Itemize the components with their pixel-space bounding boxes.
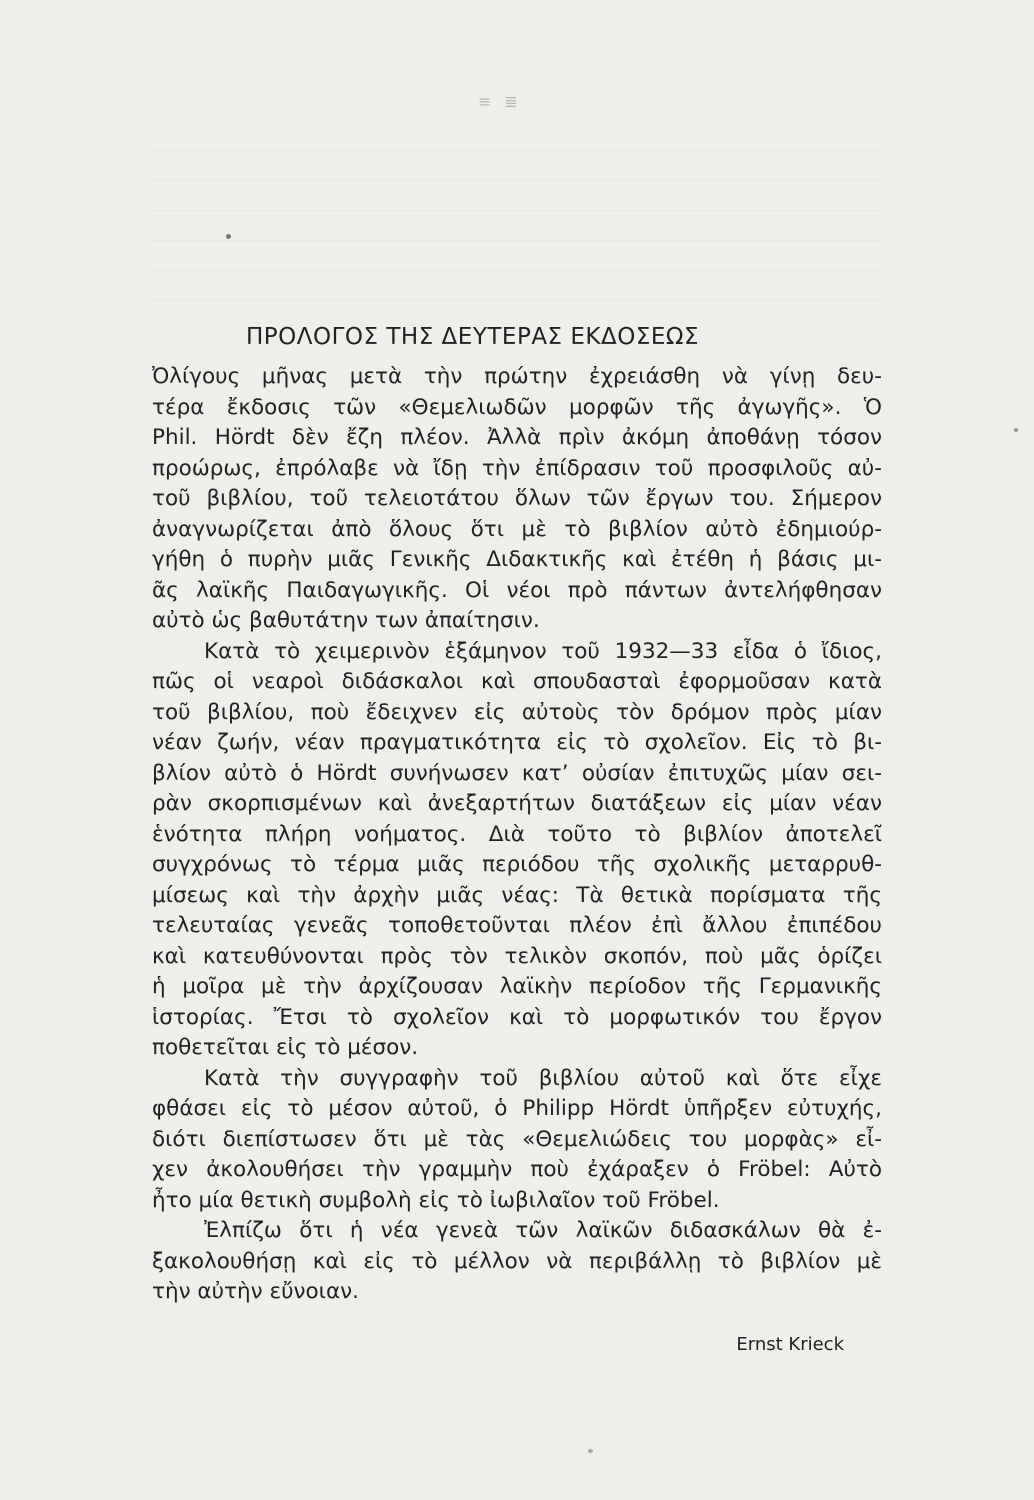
page-marker: ≡ ≣ [478, 92, 522, 111]
show-through-line [150, 180, 880, 181]
text-line: καὶ κατευθύνονται πρὸς τὸν τελικὸν σκοπόν, ποὺ μᾶς ὁρίζει [152, 943, 882, 969]
text-line: συγχρόνως τὸ τέρμα μιᾶς περιόδου τῆς σχολικῆς μεταρρυθ- [152, 852, 882, 877]
text-line: ἀναγνωρίζεται ἀπὸ ὅλους ὅτι μὲ τὸ βιβλίον αὐτὸ ἐδημιούρ- [152, 516, 882, 542]
text-line: βλίον αὐτὸ ὁ Hördt συνήνωσεν κατ’ οὐσίαν ἐπιτυχῶς μίαν σει- [152, 760, 882, 786]
text-line: Ἐλπίζω ὅτι ἡ νέα γενεὰ τῶν λαϊκῶν διδασκάλων θὰ ἐ- [204, 1218, 882, 1243]
paper-speck [588, 1449, 593, 1453]
text-line: γήθη ὁ πυρὴν μιᾶς Γενικῆς Διδακτικῆς καὶ ἐτέθη ἡ βάσις μι- [152, 547, 882, 572]
author-signature: Ernst Krieck [736, 1334, 844, 1355]
show-through-line [150, 270, 880, 271]
text-line: Κατὰ τὴν συγγραφὴν τοῦ βιβλίου αὐτοῦ καὶ ὅτε εἶχε [204, 1065, 882, 1091]
text-line: ξακολουθήσῃ καὶ εἰς τὸ μέλλον νὰ περιβάλλῃ τὸ βιβλίον μὲ [152, 1248, 882, 1274]
text-line: νέαν ζωήν, νέαν πραγματικότητα εἰς τὸ σχολεῖον. Εἰς τὸ βι- [152, 730, 882, 755]
text-line: ποθετεῖται εἰς τὸ μέσον. [152, 1035, 419, 1060]
text-line: τὴν αὐτὴν εὔνοιαν. [152, 1279, 359, 1304]
text-line: χεν ἀκολουθήσει τὴν γραμμὴν ποὺ ἐχάραξεν ὁ Fröbel: Αὐτὸ [152, 1157, 882, 1182]
text-line: Phil. Hördt δὲν ἔζη πλέον. Ἀλλὰ πρὶν ἀκόμη ἀποθάνῃ τόσον [152, 425, 882, 450]
text-line: τοῦ βιβλίου, τοῦ τελειοτάτου ὅλων τῶν ἔργων του. Σήμερον [152, 486, 882, 511]
text-line: τοῦ βιβλίου, ποὺ ἔδειχνεν εἰς αὐτοὺς τὸν δρόμον πρὸς μίαν [152, 699, 882, 725]
text-line: ᾶς λαϊκῆς Παιδαγωγικῆς. Οἱ νέοι πρὸ πάντων ἀντελήφθησαν [152, 577, 882, 603]
paper-speck [1014, 428, 1018, 432]
text-line: αὐτὸ ὡς βαθυτάτην των ἀπαίτησιν. [152, 608, 540, 633]
text-line: ἡ μοῖρα μὲ τὴν ἀρχίζουσαν λαϊκὴν περίοδον τῆς Γερμανικῆς [152, 974, 882, 999]
page-title: ΠΡΟΛΟΓΟΣ ΤΗΣ ΔΕΥΤΕΡΑΣ ΕΚΔΟΣΕΩΣ [246, 324, 700, 350]
show-through-line [150, 300, 880, 301]
text-line: τελευταίας γενεᾶς τοποθετοῦνται πλέον ἐπὶ ἄλλου ἐπιπέδου [152, 913, 882, 938]
text-line: ἦτο μία θετικὴ συμβολὴ εἰς τὸ ἰωβιλαῖον τοῦ Fröbel. [152, 1187, 720, 1213]
show-through-line [150, 240, 880, 241]
paper-speck [226, 234, 231, 239]
body-text [152, 362, 882, 1308]
text-line: πῶς οἱ νεαροὶ διδάσκαλοι καὶ σπουδασταὶ ἐφορμοῦσαν κατὰ [152, 669, 882, 694]
text-line: ἱστορίας. Ἔτσι τὸ σχολεῖον καὶ τὸ μορφωτικόν του ἔργον [152, 1004, 882, 1030]
show-through-line [150, 150, 880, 151]
text-line: τέρα ἔκδοσις τῶν «Θεμελιωδῶν μορφῶν τῆς ἀγωγῆς». Ὁ [152, 394, 882, 420]
text-line: φθάσει εἰς τὸ μέσον αὐτοῦ, ὁ Philipp Hördt ὑπῆρξεν εὐτυχής, [152, 1096, 882, 1121]
show-through-line [150, 210, 880, 211]
text-line: μίσεως καὶ τὴν ἀρχὴν μιᾶς νέας: Τὰ θετικὰ πορίσματα τῆς [152, 882, 882, 908]
text-line: ρὰν σκορπισμένων καὶ ἀνεξαρτήτων διατάξεων εἰς μίαν νέαν [152, 791, 882, 816]
text-line: προώρως, ἐπρόλαβε νὰ ἴδῃ τὴν ἐπίδρασιν τοῦ προσφιλοῦς αὐ- [152, 455, 882, 481]
text-line: ἑνότητα πλήρη νοήματος. Διὰ τοῦτο τὸ βιβλίον ἀποτελεῖ [152, 821, 882, 847]
text-line: Κατὰ τὸ χειμερινὸν ἑξάμηνον τοῦ 1932—33 εἶδα ὁ ἴδιος, [204, 638, 882, 664]
text-line: διότι διεπίστωσεν ὅτι μὲ τὰς «Θεμελιώδεις του μορφὰς» εἶ- [152, 1126, 882, 1152]
text-line: Ὀλίγους μῆνας μετὰ τὴν πρώτην ἐχρειάσθη νὰ γίνῃ δευ- [152, 364, 882, 389]
